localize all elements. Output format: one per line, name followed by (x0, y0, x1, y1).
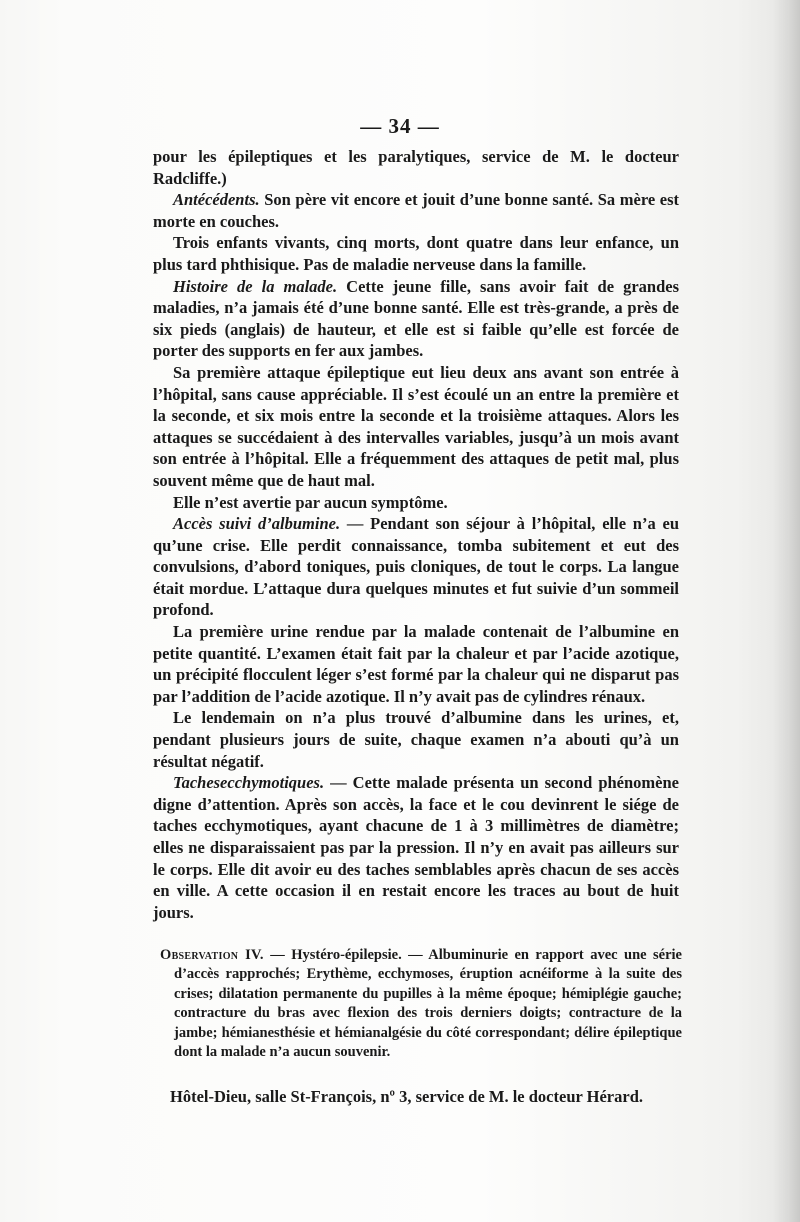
paragraph-no-warning: Elle n’est avertie par aucun symptôme. (173, 492, 448, 512)
text-acces: — Pendant son séjour à l’hôpital, elle n’a eu qu’une crise. Elle perdit connaissance, tomba subitement et eut des convulsions, d’abord toniques, puis cloniques, de tout le corps. La langue était mordue. L’attaque dura quelques minutes et fut suivie d’un sommeil profond. (153, 514, 679, 620)
page-number: — 34 — (360, 114, 440, 138)
hospital-line: Hôtel-Dieu, salle St-François, nº 3, service de M. le docteur Hérard. (170, 1087, 643, 1106)
paragraph-children: Trois enfants vivants, cinq morts, dont quatre dans leur enfance, un plus tard phthisique. Pas de maladie nerveuse dans la famille. (153, 233, 679, 274)
paragraph-taches (153, 772, 679, 923)
heading-taches: Tachesecchymotiques. (173, 773, 325, 793)
paragraph-first-attack: Sa première attaque épileptique eut lieu deux ans avant son entrée à l’hôpital, sans cause appréciable. Il s’est écoulé un an entre la première et la seconde, et six mois entre la seconde et la troisième attaques. Alors les attaques se succédaient à des intervalles variables, jusqu’à un mois avant son entrée à l’hôpital. Elle a fréquemment des attaques de petit mal, plus souvent même que de haut mal. (153, 362, 679, 490)
paragraph-antecedents (153, 189, 679, 232)
body-text (153, 146, 679, 923)
heading-acces: Accès suivi d’albumine. (173, 514, 341, 534)
paragraph-acces (153, 513, 679, 621)
paragraph-next-day: Le lendemain on n’a plus trouvé d’albumine dans les urines, et, pendant plusieurs jours de suite, chaque examen n’a abouti qu’à un résultat négatif. (153, 708, 679, 771)
page-edge-shadow (772, 0, 800, 1222)
observation-title: Observation IV. (160, 947, 264, 963)
observation-paragraph (160, 946, 682, 1062)
text-taches: — Cette malade présenta un second phénomène digne d’attention. Après son accès, la face et le cou devinrent le siége de taches ecchymotiques, ayant chacune de 1 à 3 millimètres de diamètre; elles ne disparaissaient pas par la pression. Il n’y en avait pas ailleurs sur le corps. Elle dit avoir eu des taches semblables après chacun de ses accès en ville. A cette occasion il en restait encore les traces au bout de huit jours. (153, 773, 679, 922)
heading-histoire: Histoire de la malade. (173, 276, 338, 296)
heading-antecedents: Antécédents. (173, 190, 260, 210)
text-antecedents: Son père vit encore et jouit d’une bonne santé. Sa mère est morte en couches. (153, 190, 679, 231)
paragraph-continuation: pour les épileptiques et les paralytiques, service de M. le docteur Radcliffe.) (153, 147, 679, 188)
paragraph-urine: La première urine rendue par la malade contenait de l’albumine en petite quantité. L’examen était fait par la chaleur et par l’acide azotique, un précipité flocculent léger s’est formé par la chaleur qui ne disparut pas par l’addition de l’acide azotique. Il n’y avait pas de cylindres rénaux. (153, 622, 679, 706)
paragraph-histoire (153, 276, 679, 362)
text-histoire: Cette jeune fille, sans avoir fait de grandes maladies, n’a jamais été d’une bonne santé. Elle est très-grande, a près de six pieds (anglais) de hauteur, et elle est si faible qu’elle est forcée de porter des supports en fer aux jambes. (153, 276, 679, 361)
observation-summary (160, 946, 682, 1062)
observation-text: — Hystéro-épilepsie. — Albuminurie en rapport avec une série d’accès rapprochés; Erythème, ecchymoses, éruption acnéiforme à la suite des crises; dilatation permanente du pupilles à la même époque; hémiplégie gauche; contracture du bras avec flexion des trois derniers doigts; contracture de la jambe; hémianesthésie et hémianalgésie du côté correspondant; délire épileptique dont la malade n’a aucun souvenir. (174, 947, 682, 1061)
